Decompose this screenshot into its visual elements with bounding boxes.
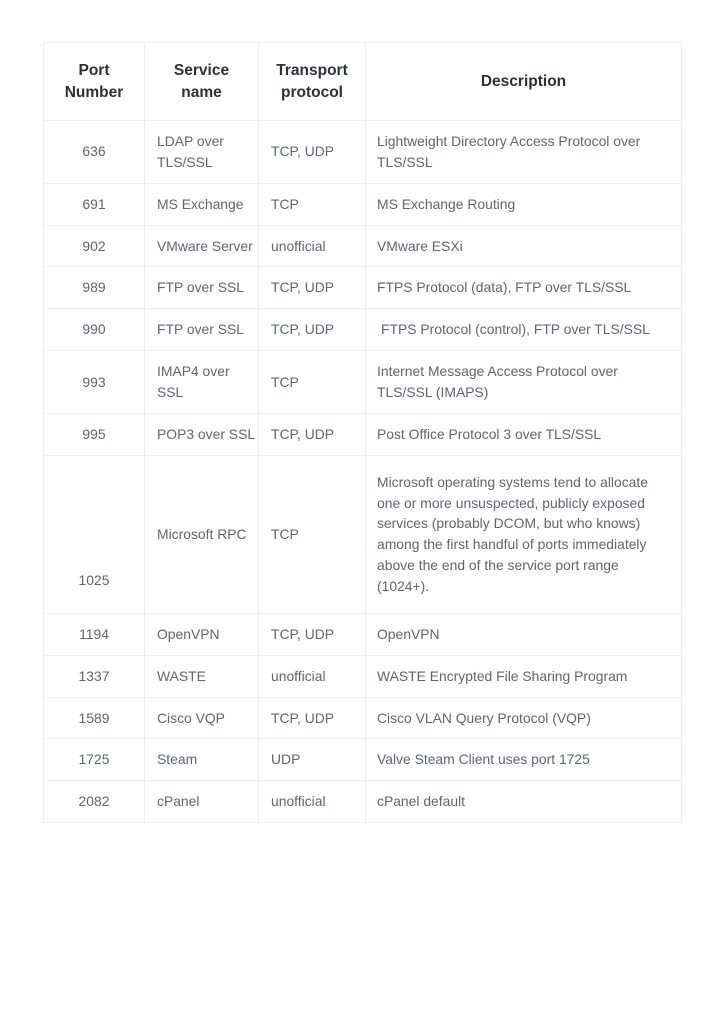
- column-header-port-number-line2: Number: [64, 84, 124, 101]
- cell-service-name: Microsoft RPC: [145, 455, 259, 613]
- column-header-service-name: [145, 43, 259, 121]
- cell-service-name: LDAP over TLS/SSL: [145, 121, 259, 184]
- cell-service-name: MS Exchange: [145, 183, 259, 225]
- table-row: [44, 267, 682, 309]
- cell-service-name: OpenVPN: [145, 613, 259, 655]
- cell-port-number: 1337: [44, 655, 145, 697]
- cell-port-number: 1725: [44, 739, 145, 781]
- cell-port-number: 636: [44, 121, 145, 184]
- cell-transport-protocol: unofficial: [259, 655, 366, 697]
- table-row: [44, 309, 682, 351]
- table-row: [44, 351, 682, 414]
- cell-service-name: FTP over SSL: [145, 309, 259, 351]
- cell-description: FTPS Protocol (control), FTP over TLS/SSL: [366, 309, 682, 351]
- cell-description: Cisco VLAN Query Protocol (VQP): [366, 697, 682, 739]
- cell-description: Internet Message Access Protocol over TLS/SSL (IMAPS): [366, 351, 682, 414]
- cell-service-name: cPanel: [145, 781, 259, 823]
- ports-table: [43, 42, 682, 823]
- cell-transport-protocol: UDP: [259, 739, 366, 781]
- cell-port-number: 1194: [44, 613, 145, 655]
- table-row: [44, 183, 682, 225]
- column-header-description: Description: [366, 43, 682, 121]
- table-row: [44, 455, 682, 613]
- cell-port-number: 995: [44, 413, 145, 455]
- cell-description: Microsoft operating systems tend to allocate one or more unsuspected, publicly exposed services (probably DCOM, but who knows) among the first handful of ports immediately above the end of the service port range (1024+).: [366, 455, 682, 613]
- cell-description: Lightweight Directory Access Protocol over TLS/SSL: [366, 121, 682, 184]
- ports-table-container: [43, 42, 681, 823]
- cell-transport-protocol: unofficial: [259, 781, 366, 823]
- cell-transport-protocol: TCP, UDP: [259, 413, 366, 455]
- table-row: [44, 225, 682, 267]
- table-row: [44, 121, 682, 184]
- cell-port-number: 993: [44, 351, 145, 414]
- table-header: [44, 43, 682, 121]
- table-row: [44, 781, 682, 823]
- cell-description: FTPS Protocol (data), FTP over TLS/SSL: [366, 267, 682, 309]
- cell-description: VMware ESXi: [366, 225, 682, 267]
- column-header-port-number-line1: Port: [78, 62, 110, 79]
- cell-description: cPanel default: [366, 781, 682, 823]
- cell-port-number: 990: [44, 309, 145, 351]
- column-header-service-name-line1: Service: [173, 62, 230, 79]
- cell-transport-protocol: TCP, UDP: [259, 697, 366, 739]
- table-row: [44, 655, 682, 697]
- column-header-transport-protocol: [259, 43, 366, 121]
- cell-description: OpenVPN: [366, 613, 682, 655]
- cell-transport-protocol: TCP: [259, 455, 366, 613]
- cell-transport-protocol: TCP: [259, 183, 366, 225]
- cell-transport-protocol: unofficial: [259, 225, 366, 267]
- cell-port-number: 989: [44, 267, 145, 309]
- cell-service-name: FTP over SSL: [145, 267, 259, 309]
- cell-description: MS Exchange Routing: [366, 183, 682, 225]
- header-row: [44, 43, 682, 121]
- cell-transport-protocol: TCP, UDP: [259, 613, 366, 655]
- cell-service-name: VMware Server: [145, 225, 259, 267]
- cell-transport-protocol: TCP, UDP: [259, 309, 366, 351]
- cell-port-number: 1025: [44, 455, 145, 613]
- cell-service-name: Cisco VQP: [145, 697, 259, 739]
- cell-transport-protocol: TCP, UDP: [259, 121, 366, 184]
- cell-port-number: 2082: [44, 781, 145, 823]
- table-row: [44, 697, 682, 739]
- cell-port-number: 902: [44, 225, 145, 267]
- cell-port-number: 691: [44, 183, 145, 225]
- column-header-service-name-line2: name: [181, 84, 222, 101]
- cell-transport-protocol: TCP, UDP: [259, 267, 366, 309]
- cell-service-name: POP3 over SSL: [145, 413, 259, 455]
- table-row: [44, 413, 682, 455]
- column-header-transport-protocol-line1: Transport: [276, 62, 348, 79]
- cell-description: WASTE Encrypted File Sharing Program: [366, 655, 682, 697]
- column-header-port-number: [44, 43, 145, 121]
- table-row: [44, 739, 682, 781]
- table-body: [44, 121, 682, 823]
- cell-description: Valve Steam Client uses port 1725: [366, 739, 682, 781]
- cell-service-name: Steam: [145, 739, 259, 781]
- cell-port-number: 1589: [44, 697, 145, 739]
- table-row: [44, 613, 682, 655]
- column-header-transport-protocol-line2: protocol: [281, 84, 343, 101]
- cell-service-name: IMAP4 over SSL: [145, 351, 259, 414]
- cell-transport-protocol: TCP: [259, 351, 366, 414]
- cell-description: Post Office Protocol 3 over TLS/SSL: [366, 413, 682, 455]
- cell-service-name: WASTE: [145, 655, 259, 697]
